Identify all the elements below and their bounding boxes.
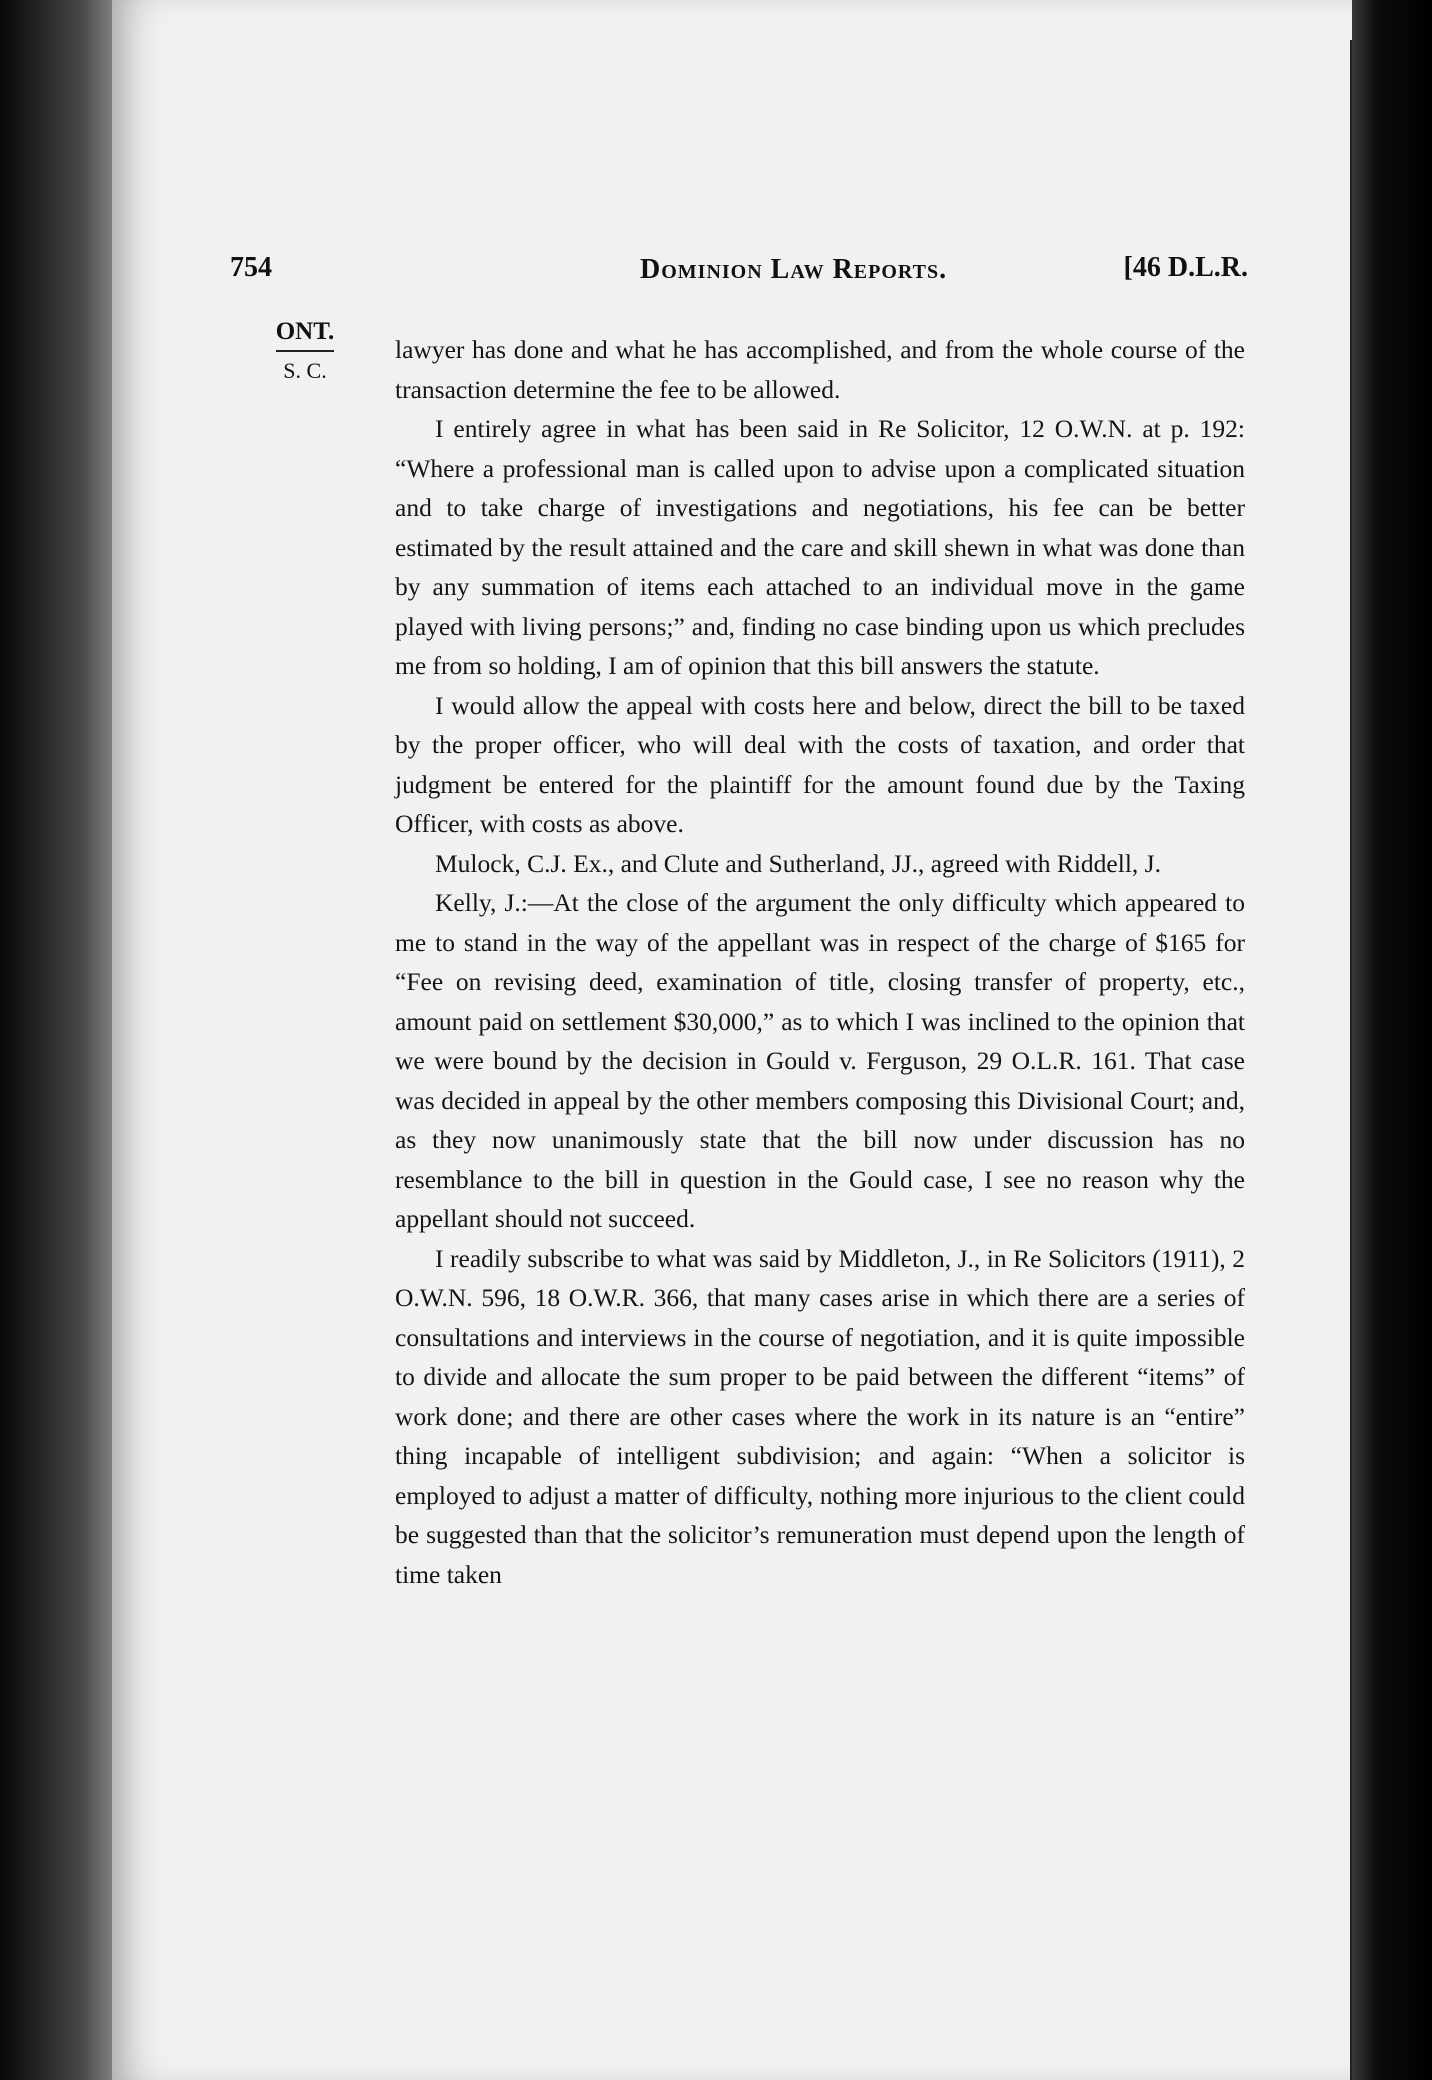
paragraph-6: I readily subscribe to what was said by Middleton, J., in Re Solicitors (1911), 2 O.W.N. 596, 18 O.W.R. 366, that many cases arise in which there are a series of consultations and interviews in the course of negotiation, and it is quite impossible to divide and allocate the sum proper to be paid between the different “items” of work done; and there are other cases where the work in its nature is an “entire” thing incapable of intelligent subdivision; and again: “When a solicitor is employed to adjust a matter of difficulty, nothing more injurious to the client could be suggested than that the solicitor’s remuneration must depend upon the length of time taken	[395, 1243, 1245, 1589]
running-title: Dominion Law Reports.	[640, 254, 948, 285]
paragraph-2: I entirely agree in what has been said in Re Solicitor, 12 O.W.N. at p. 192: “Where a professional man is called upon to advise upon a complicated situation and to take charge of investigations and negotiations, his fee can be better estimated by the result attained and the care and skill shewn in what was done than by any summation of items each attached to an individual move in the game played with living persons;” and, finding no case binding upon us which precludes me from so holding, I am of opinion that this bill answers the statute.	[395, 414, 1245, 680]
paragraph-1: lawyer has done and what he has accomplished, and from the whole course of the transaction determine the fee to be allowed.	[395, 335, 1245, 404]
paragraph-4: Mulock, C.J. Ex., and Clute and Sutherland, JJ., agreed with Riddell, J.	[435, 848, 1161, 878]
side-note-rule	[276, 350, 334, 352]
side-note-court: S. C.	[283, 358, 327, 383]
running-header	[230, 252, 1260, 292]
body-text	[395, 330, 1245, 1594]
page-number: 754	[230, 252, 272, 283]
paragraph-5: Kelly, J.:—At the close of the argument the only difficulty which appeared to me to stand in the way of the appellant was in respect of the charge of $165 for “Fee on revising deed, examination of title, closing transfer of property, etc., amount paid on settlement $30,000,” as to which I was inclined to the opinion that we were bound by the decision in Gould v. Ferguson, 29 O.L.R. 161. That case was decided in appeal by the other members composing this Divisional Court; and, as they now unanimously state that the bill now under discussion has no resemblance to the bill in question in the Gould case, I see no reason why the appellant should not succeed.	[395, 888, 1245, 1233]
paragraph-3: I would allow the appeal with costs here and below, direct the bill to be taxed by the proper officer, who will deal with the costs of taxation, and order that judgment be entered for the plaintiff for the amount found due by the Taxing Officer, with costs as above.	[395, 690, 1245, 838]
side-note-province: ONT.	[275, 318, 335, 345]
book-edge-right	[1352, 0, 1432, 2080]
side-note	[270, 318, 340, 384]
book-gutter-left	[0, 0, 118, 2080]
volume-label: [46 D.L.R.	[1123, 252, 1248, 283]
